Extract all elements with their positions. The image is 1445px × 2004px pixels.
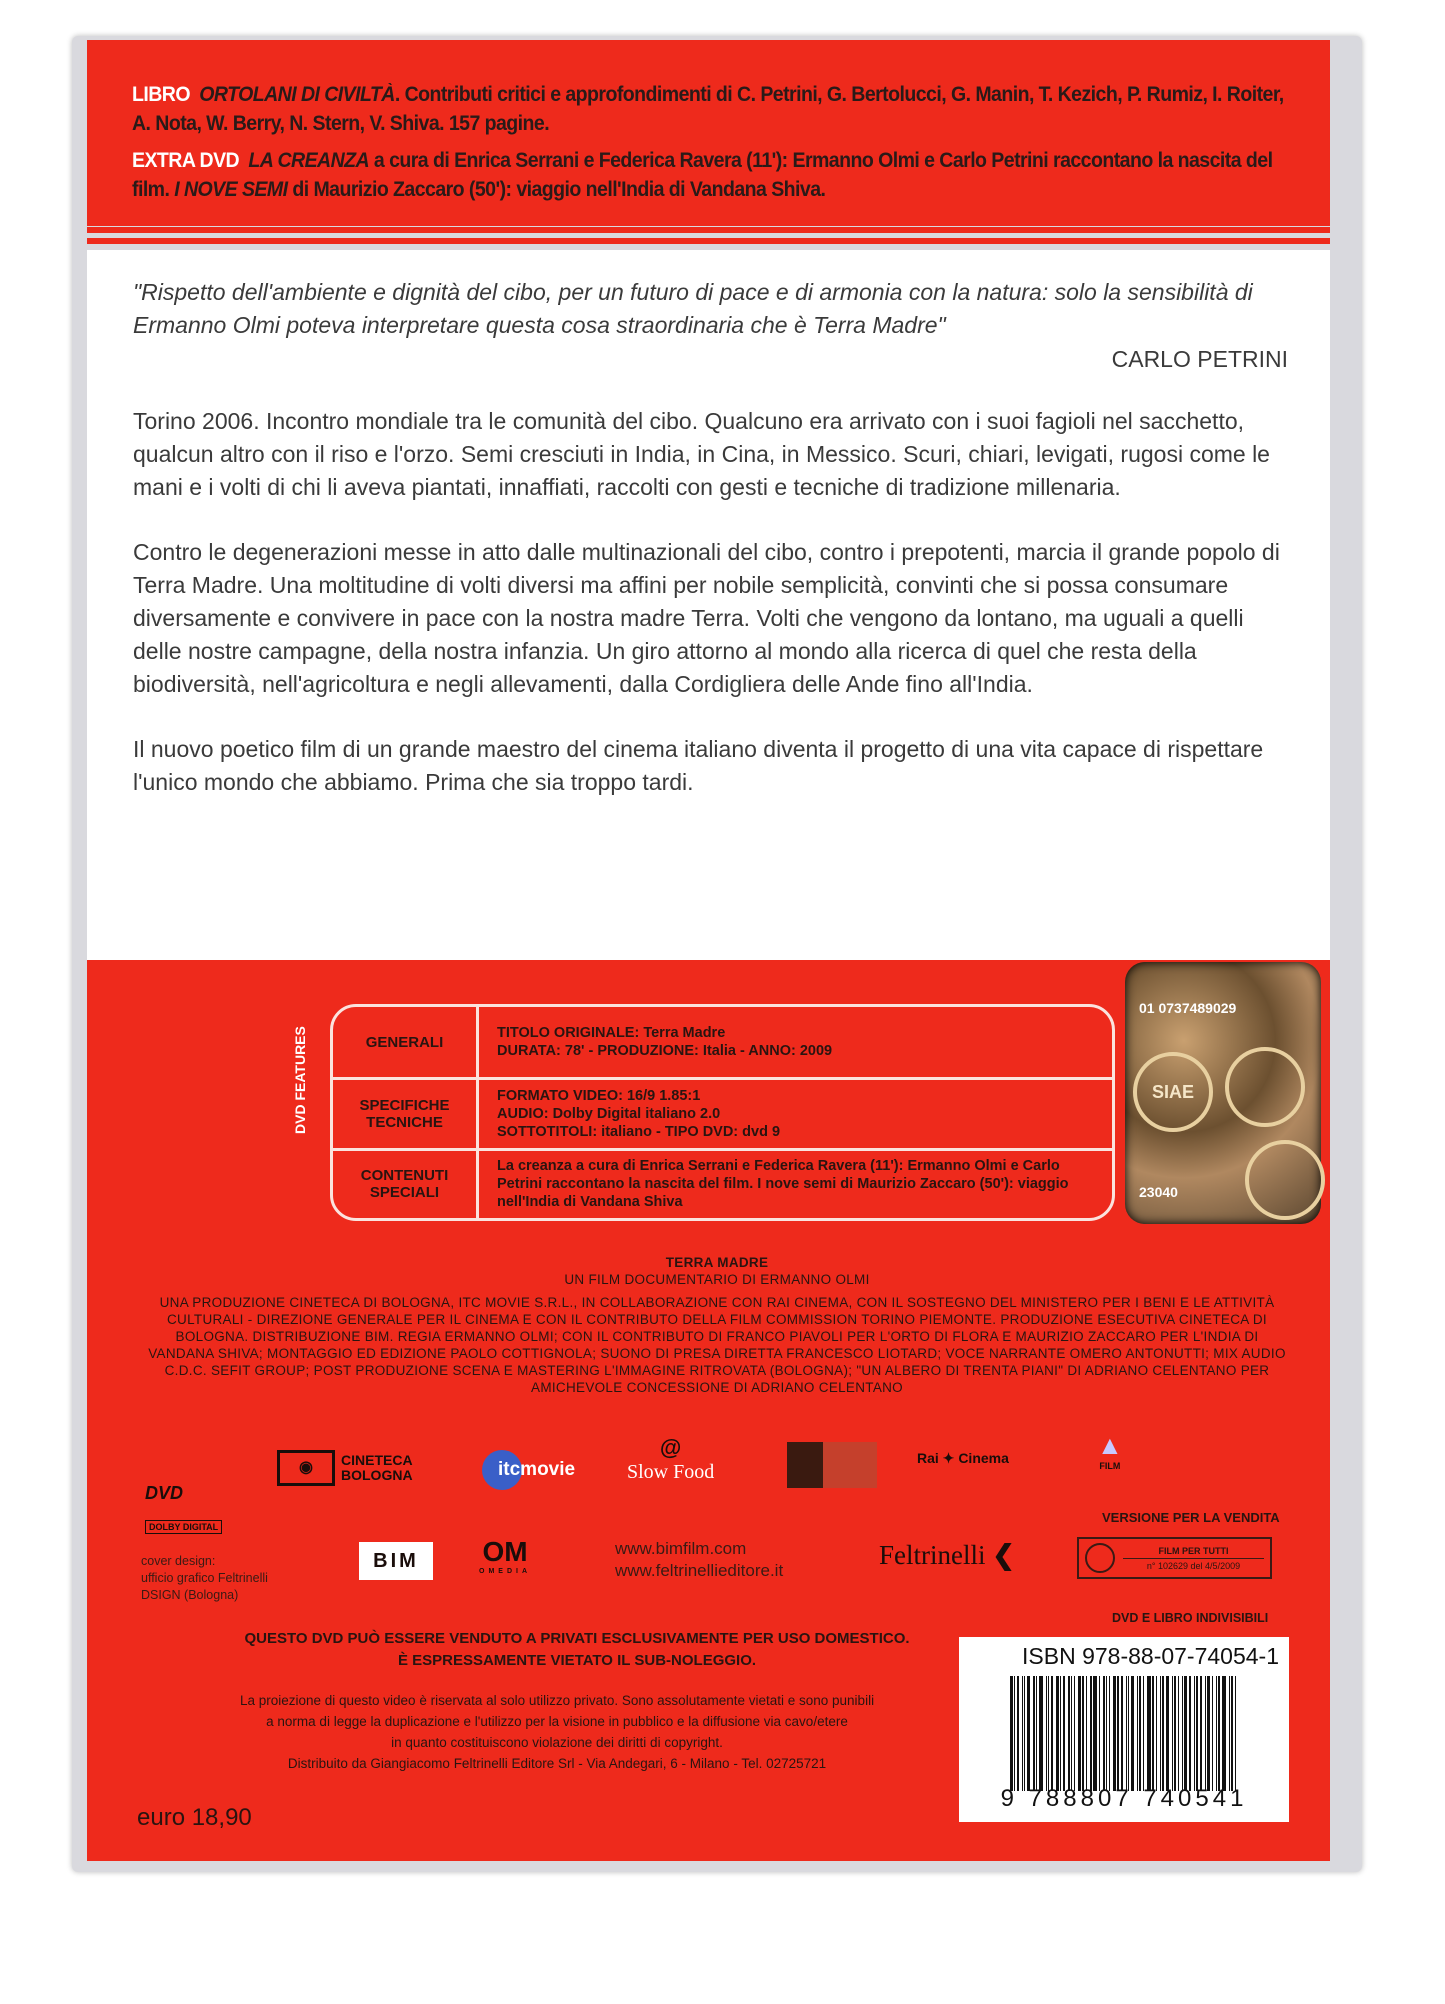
barcode-bar <box>1090 1676 1092 1791</box>
notice-line: La proiezione di questo video è riservata al solo utilizzo privato. Sono assolutamente vietati e sono punibili <box>239 1693 875 1708</box>
barcode-bar <box>1128 1676 1129 1791</box>
siae-seal-icon <box>1225 1047 1305 1127</box>
row-header: CONTENUTI SPECIALI <box>333 1151 479 1218</box>
credit-line: cover design: <box>141 1554 216 1568</box>
barcode-bar <box>1231 1676 1233 1791</box>
synopsis-paragraph: Il nuovo poetico film di un grande maestro del cinema italiano diventa il progetto di una vita capace di rispettare l'unico mondo che abbiamo. Prima che sia troppo tardi. <box>133 736 1264 795</box>
barcode-bar <box>1152 1676 1154 1791</box>
extra-text-1: a cura di Enrica Serrani e Federica Ravera (11'): Ermanno Olmi e Carlo Petrini raccontano la nascita del film. <box>132 149 1273 201</box>
barcode-bar <box>1218 1676 1220 1791</box>
row-line: FORMATO VIDEO: 16/9 1.85:1 <box>497 1087 701 1104</box>
barcode-bar <box>1222 1676 1226 1791</box>
barcode-bar <box>1172 1676 1173 1791</box>
barcode-bar <box>1200 1676 1202 1791</box>
barcode-bar <box>1039 1676 1043 1791</box>
notice-line: in quanto costituiscono violazione dei diritti di copyright. <box>391 1735 723 1750</box>
indivisible-label: DVD E LIBRO INDIVISIBILI <box>1112 1611 1269 1625</box>
barcode-bar <box>1022 1676 1023 1791</box>
barcode-bar <box>1060 1676 1061 1791</box>
row-line: AUDIO: Dolby Digital italiano 2.0 <box>497 1105 721 1122</box>
barcode-label <box>959 1637 1289 1822</box>
barcode-bar <box>1093 1676 1097 1791</box>
divider-stripe <box>87 227 1330 233</box>
barcode-bar <box>1194 1676 1195 1791</box>
barcode-icon <box>969 1676 1279 1791</box>
cineteca-logo <box>277 1450 411 1486</box>
barcode-bar <box>1068 1676 1070 1791</box>
itc-movie-logo <box>482 1450 575 1490</box>
omedia-logo <box>479 1536 531 1575</box>
divider-stripe <box>87 238 1330 244</box>
rai-cinema-logo: Rai ✦ Cinema <box>917 1450 1009 1466</box>
table-row <box>333 1077 1112 1147</box>
rating-box <box>1077 1537 1272 1579</box>
rating-seal-icon <box>1085 1543 1115 1573</box>
notice-line: a norma di legge la duplicazione e l'utilizzo per la visione in pubblico e la diffusione via cavo/etere <box>266 1714 848 1729</box>
barcode-bar <box>1063 1676 1065 1791</box>
table-row <box>333 1007 1112 1077</box>
barcode-bar <box>1014 1676 1015 1791</box>
siae-hologram-sticker <box>1125 962 1321 1224</box>
bim-logo: BIM <box>359 1542 433 1580</box>
table-row <box>333 1148 1112 1218</box>
barcode-bar <box>1212 1676 1213 1791</box>
credit-line: DSIGN (Bologna) <box>141 1588 239 1602</box>
camera-icon: ◉ <box>277 1450 335 1486</box>
barcode-bar <box>1139 1676 1141 1791</box>
extra-title-2: I NOVE SEMI <box>174 178 288 201</box>
barcode-bar <box>1048 1676 1049 1791</box>
copyright-notice <box>107 1690 1007 1774</box>
logo-text: FILM <box>1099 1461 1121 1471</box>
notice-line: Distribuito da Giangiacomo Feltrinelli Editore Srl - Via Andegari, 6 - Milano - Tel. 02725721 <box>287 1756 827 1771</box>
logo-text: CINETECA BOLOGNA <box>341 1452 413 1483</box>
website-link[interactable]: www.bimfilm.com <box>615 1539 747 1558</box>
feltrinelli-logo <box>879 1540 1015 1571</box>
barcode-bar <box>1024 1676 1025 1791</box>
barcode-bar <box>1074 1676 1075 1791</box>
dvd-video-logo: DVD <box>145 1483 184 1503</box>
isbn: ISBN 978-88-07-74054-1 <box>1022 1643 1279 1669</box>
rating-label: FILM PER TUTTI <box>1123 1544 1264 1559</box>
barcode-bar <box>1196 1676 1198 1791</box>
barcode-bar <box>1071 1676 1072 1791</box>
barcode-bar <box>1051 1676 1053 1791</box>
mountain-icon: ▲ <box>1097 1430 1123 1460</box>
logo-text: OMEDIA <box>479 1568 531 1575</box>
barcode-bar <box>1103 1676 1105 1791</box>
synopsis-paragraph: Torino 2006. Incontro mondiale tra le comunità del cibo. Qualcuno era arrivato con i suoi fagioli nel sacchetto, qualcun altro con il riso e l'orzo. Semi cresciuti in India, in Cina, in Messico. Scuri, chiari, levigati, rugosi come le mani e i volti di chi li aveva piantati, innaffiati, raccolti con gesti e tecniche di tradizione millenaria. <box>133 408 1270 500</box>
rental-disclaimer <box>127 1628 1027 1672</box>
barcode-bar <box>1126 1676 1127 1791</box>
barcode-bar <box>1113 1676 1116 1791</box>
website-link[interactable]: www.feltrinellieditore.it <box>615 1561 784 1580</box>
cover-design-credit <box>141 1553 268 1604</box>
libro-label: LIBRO <box>132 83 190 106</box>
barcode-bar <box>1099 1676 1100 1791</box>
extra-info <box>132 146 1285 204</box>
barcode-bar <box>1117 1676 1119 1791</box>
info-panel <box>87 960 1330 1861</box>
extra-title-1: LA CREANZA <box>248 149 370 172</box>
libro-info <box>132 80 1285 138</box>
barcode-bar <box>1121 1676 1123 1791</box>
barcode-bar <box>1137 1676 1138 1791</box>
barcode-bar <box>1184 1676 1187 1791</box>
synopsis-paragraph: Contro le degenerazioni messe in atto dalle multinazionali del cibo, contro i prepotenti, marcia il grande popolo di Terra Madre. Una moltitudine di volti diversi ma affini per nobile semplicità, convinti che si possa consumare diversamente e convivere in pace con la nostra madre Terra. Volti che vengono da lontano, ma uguali a quelli delle nostre campagne, della nostra infanzia. Un giro attorno al mondo alla ricerca di quel che resta della biodiversità, nell'agricoltura e negli allevamenti, dalla Cordigliera delle Ande fino all'India. <box>133 539 1280 697</box>
row-line: SOTTOTITOLI: italiano - TIPO DVD: dvd 9 <box>497 1123 781 1140</box>
ministero-logo <box>787 1442 877 1488</box>
barcode-bar <box>1174 1676 1176 1791</box>
logo-text: Cinema <box>958 1450 1009 1466</box>
dolby-logo: DOLBY DIGITAL <box>145 1520 222 1534</box>
row-line: TITOLO ORIGINALE: Terra Madre <box>497 1025 726 1042</box>
logo-text: Rai <box>917 1450 939 1466</box>
barcode-bar <box>1156 1676 1157 1791</box>
siae-seal-icon <box>1133 1052 1213 1132</box>
logo-text: itcmovie <box>498 1459 576 1480</box>
disclaimer-line: È ESPRESSAMENTE VIETATO IL SUB-NOLEGGIO. <box>397 1652 757 1669</box>
barcode-bar <box>1189 1676 1191 1791</box>
credits-body: UNA PRODUZIONE CINETECA DI BOLOGNA, ITC MOVIE S.R.L., IN COLLABORAZIONE CON RAI CINEMA, CON IL SOSTEGNO DEL MINISTERO PER I BENI E LE ATTIVITÀ CULTURALI - DIREZIONE GENERALE PER IL CINEMA E CON IL CONTRIBUTO DELLA FILM COMMISSION TORINO PIEMONTE. PRODUZIONE ESECUTIVA CINETECA DI BOLOGNA. DISTRIBUZIONE BIM. REGIA ERMANNO OLMI; CON IL CONTRIBUTO DI FRANCO PIAVOLI PER L'ORTO DI FLORA E MAURIZIO ZACCARO PER L'INDIA DI VANDANA SHIVA; MONTAGGIO ED EDIZIONE PAOLO COTTIGNOLA; SUONO DI PRESA DIRETTA FRANCESCO LIOTARD; VOCE NARRANTE OMERO ANTONUTTI; MIX AUDIO C.D.C. SEFIT GROUP; POST PRODUZIONE SCENA E MASTERING L'IMMAGINE RITROVATA (BOLOGNA); "UN ALBERO DI TRENTA PIANI" DI ADRIANO CELENTANO PER AMICHEVOLE CONCESSIONE DI ADRIANO CELENTANO <box>148 1295 1286 1395</box>
logo-text: OM <box>482 1536 528 1567</box>
feltrinelli-arrow-icon: ❮ <box>992 1540 1015 1570</box>
barcode-bar <box>1086 1676 1087 1791</box>
barcode-bar <box>1078 1676 1081 1791</box>
barcode-bar <box>1205 1676 1206 1791</box>
barcode-bar <box>1229 1676 1230 1791</box>
barcode-bar <box>1235 1676 1236 1791</box>
snail-icon: @ <box>659 1435 682 1460</box>
row-header: GENERALI <box>333 1007 479 1077</box>
libro-title: ORTOLANI DI CIVILTÀ <box>199 83 395 106</box>
sticker-code: 01 0737489029 <box>1139 1000 1237 1016</box>
barcode-bar <box>1010 1676 1013 1791</box>
extra-label: EXTRA DVD <box>132 149 240 172</box>
barcode-bar <box>1207 1676 1210 1791</box>
credits-subtitle: UN FILM DOCUMENTARIO DI ERMANNO OLMI <box>564 1272 870 1287</box>
barcode-bar <box>1109 1676 1110 1791</box>
row-header: SPECIFICHE TECNICHE <box>333 1080 479 1147</box>
film-commission-logo <box>1097 1430 1123 1471</box>
rating-number: n° 102629 del 4/5/2009 <box>1146 1560 1241 1571</box>
barcode-bar <box>1178 1676 1179 1791</box>
barcode-bar <box>1046 1676 1047 1791</box>
sticker-code: 23040 <box>1139 1184 1178 1200</box>
credits-block <box>117 1254 1317 1396</box>
barcode-bar <box>1147 1676 1151 1791</box>
barcode-bar <box>1056 1676 1059 1791</box>
barcode-bar <box>1027 1676 1030 1791</box>
credit-line: ufficio grafico Feltrinelli <box>141 1571 268 1585</box>
sale-version-label: VERSIONE PER LA VENDITA <box>1102 1510 1280 1525</box>
siae-seal-icon <box>1245 1140 1325 1220</box>
barcode-bar <box>1143 1676 1144 1791</box>
synopsis-panel <box>87 250 1330 960</box>
barcode-bar <box>1033 1676 1035 1791</box>
barcode-bar <box>1216 1676 1217 1791</box>
header-band <box>87 40 1330 226</box>
quote-author: CARLO PETRINI <box>1111 346 1288 372</box>
row-line: La creanza a cura di Enrica Serrani e Federica Ravera (11'): Ermanno Olmi e Carlo Petrini raccontano la nascita del film. I nove semi di Maurizio Zaccaro (50'): viaggio nell'India di Vandana Shiva <box>497 1158 1069 1211</box>
disclaimer-line: QUESTO DVD PUÒ ESSERE VENDUTO A PRIVATI ESCLUSIVAMENTE PER USO DOMESTICO. <box>244 1630 910 1647</box>
barcode-bar <box>1131 1676 1134 1791</box>
barcode-bar <box>1166 1676 1169 1791</box>
barcode-bar <box>1160 1676 1161 1791</box>
slow-food-logo <box>627 1435 714 1484</box>
seal-text: SIAE <box>1151 1081 1194 1102</box>
barcode-bar <box>1036 1676 1037 1791</box>
quote: "Rispetto dell'ambiente e dignità del cibo, per un futuro di pace e di armonia con la natura: solo la sensibilità di Ermanno Olmi poteva interpretare questa cosa straordinaria che è Terra Madre" <box>133 279 1253 338</box>
credits-title: TERRA MADRE <box>665 1255 769 1270</box>
row-line: DURATA: 78' - PRODUZIONE: Italia - ANNO: 2009 <box>497 1043 833 1060</box>
websites <box>615 1538 783 1582</box>
extra-text-2: di Maurizio Zaccaro (50'): viaggio nell'India di Vandana Shiva. <box>287 178 826 201</box>
libro-text: . Contributi critici e approfondimenti di C. Petrini, G. Bertolucci, G. Manin, T. Kezich, P. Rumiz, I. Roiter, A. Nota, W. Berry, N. Stern, V. Shiva. 157 pagine. <box>132 83 1284 135</box>
barcode-bar <box>1017 1676 1019 1791</box>
price: euro 18,90 <box>137 1804 252 1831</box>
barcode-digits: 9 788807 740541 <box>1000 1785 1248 1812</box>
barcode-bar <box>1162 1676 1164 1791</box>
features-table <box>330 1004 1115 1221</box>
dvd-features-label: DVD FEATURES <box>292 1026 308 1134</box>
barcode-bar <box>1082 1676 1084 1791</box>
logo-text: Slow Food <box>627 1461 715 1483</box>
logo-text: Feltrinelli <box>879 1540 986 1570</box>
barcode-bar <box>1182 1676 1183 1791</box>
barcode-bar <box>1106 1676 1107 1791</box>
